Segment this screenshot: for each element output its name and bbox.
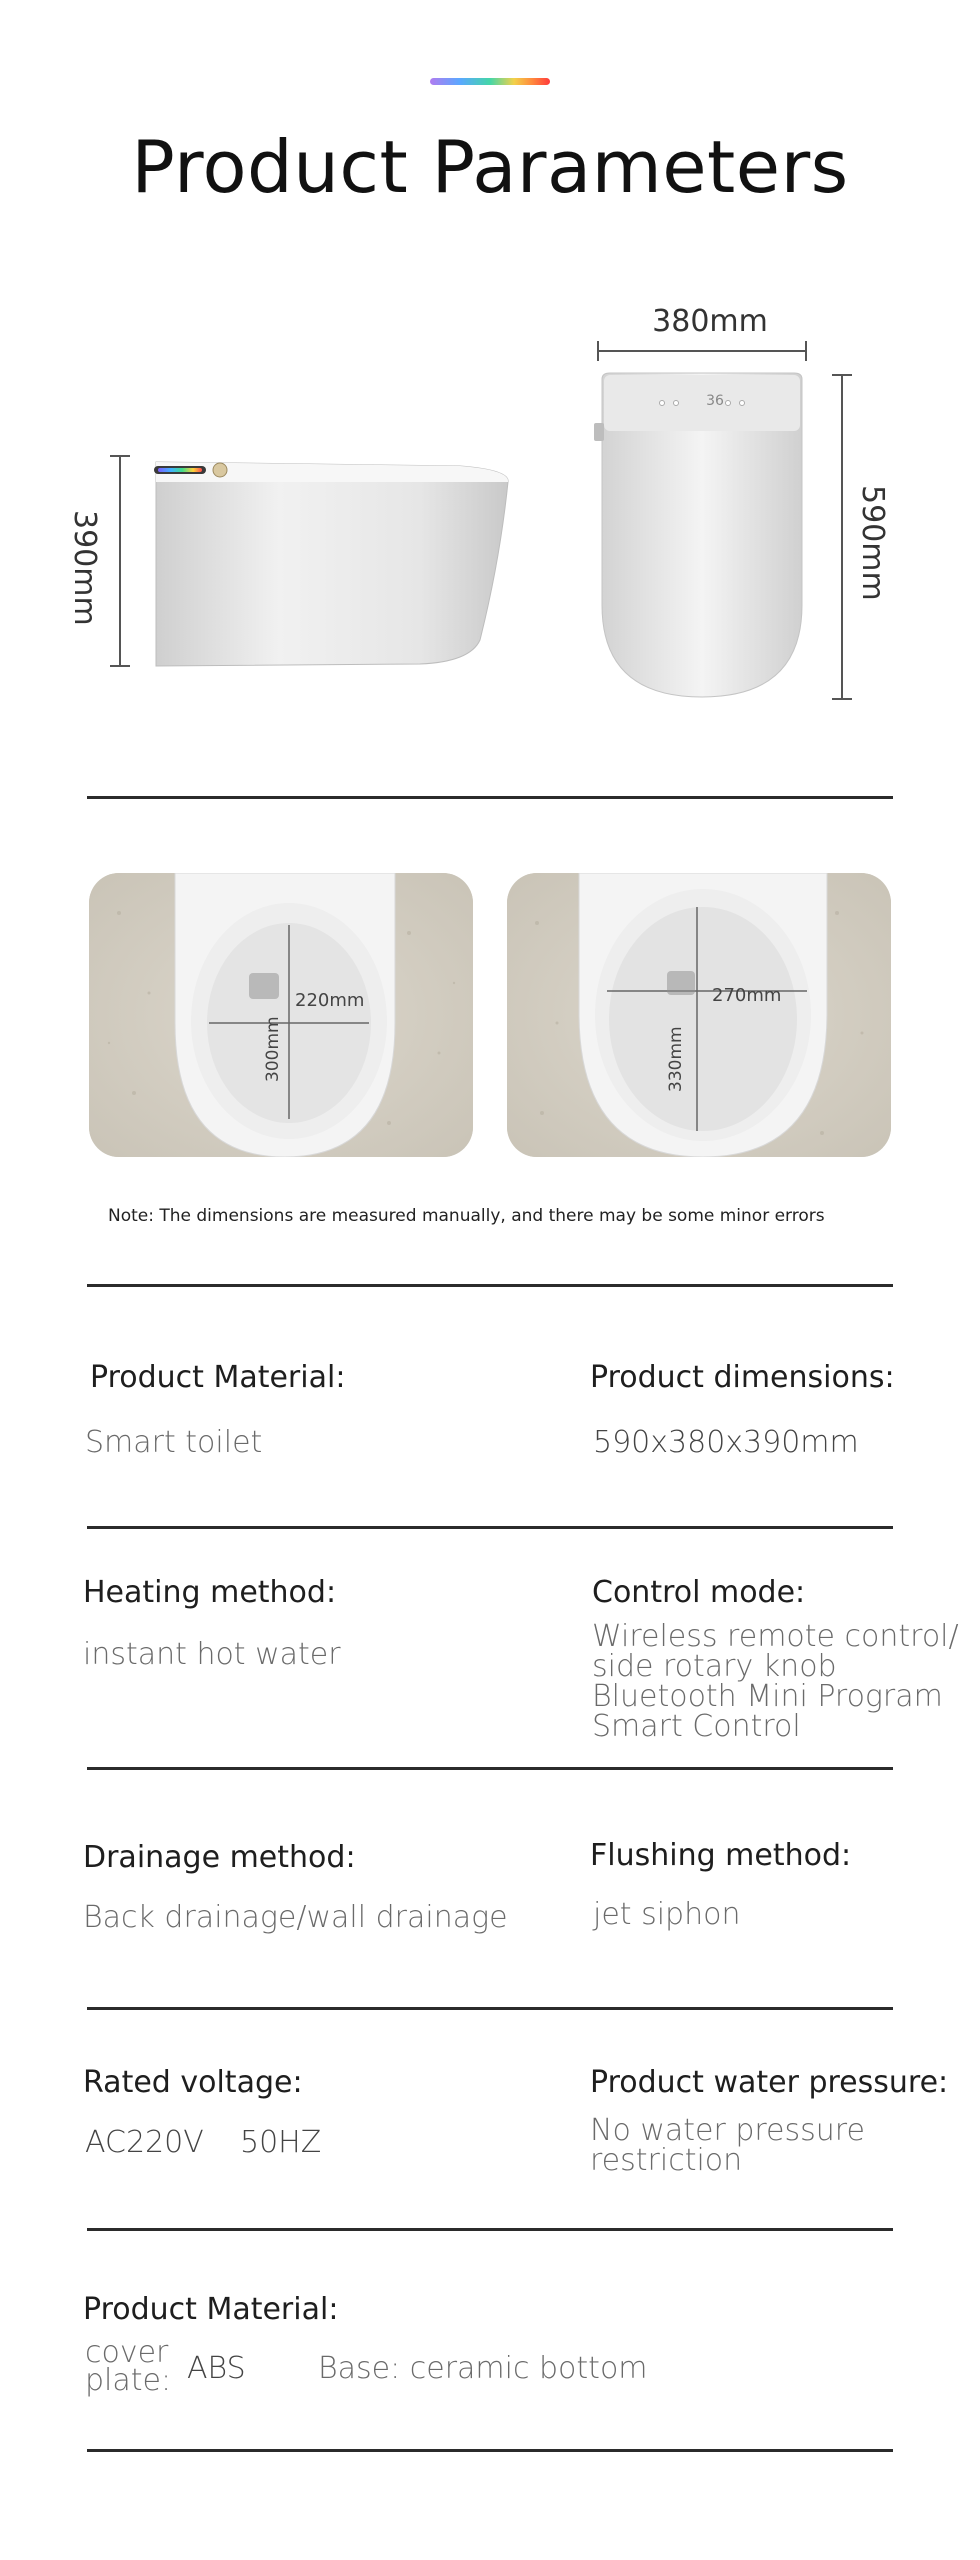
drainage-label: Drainage method: bbox=[83, 1840, 356, 1875]
drainage-value: Back drainage/wall drainage bbox=[83, 1900, 508, 1935]
seat-photo-small bbox=[89, 873, 473, 1157]
voltage-label: Rated voltage: bbox=[83, 2065, 303, 2100]
cover-plate-value: ABS bbox=[187, 2351, 246, 2386]
divider bbox=[87, 2228, 893, 2231]
material2-label: Product Material: bbox=[83, 2292, 339, 2327]
control-value-line: side rotary knob bbox=[592, 1649, 837, 1684]
display-readout: 36 bbox=[706, 393, 724, 409]
seat2-width-label: 270mm bbox=[712, 985, 782, 1006]
divider bbox=[87, 2449, 893, 2452]
control-value-line: Bluetooth Mini Program bbox=[592, 1679, 943, 1714]
dimensions-label: Product dimensions: bbox=[590, 1360, 895, 1395]
rainbow-accent-bar bbox=[430, 78, 550, 85]
frequency-value: 50HZ bbox=[240, 2125, 322, 2160]
heating-value: instant hot water bbox=[83, 1637, 341, 1672]
flushing-value: jet siphon bbox=[593, 1897, 741, 1932]
control-label: Control mode: bbox=[592, 1575, 806, 1610]
material-value: Smart toilet bbox=[85, 1425, 263, 1460]
top-width-label: 380mm bbox=[652, 304, 768, 339]
top-view-figure bbox=[580, 335, 880, 705]
seat1-width-label: 220mm bbox=[295, 990, 365, 1011]
control-value-line: Smart Control bbox=[592, 1709, 801, 1744]
top-length-label: 590mm bbox=[855, 485, 890, 601]
base-material-value: Base: ceramic bottom bbox=[318, 2351, 648, 2386]
page-title: Product Parameters bbox=[131, 125, 849, 209]
control-value-line: Wireless remote control/ bbox=[592, 1619, 959, 1654]
voltage-value: AC220V bbox=[85, 2125, 204, 2160]
divider bbox=[87, 1526, 893, 1529]
cover-plate-label-line: cover bbox=[85, 2335, 169, 2370]
side-view-figure bbox=[60, 440, 540, 700]
heating-label: Heating method: bbox=[83, 1575, 337, 1610]
divider bbox=[87, 796, 893, 799]
divider bbox=[87, 2007, 893, 2010]
divider bbox=[87, 1767, 893, 1770]
cover-plate-label-line: plate: bbox=[85, 2363, 172, 2398]
pressure-value-line: restriction bbox=[590, 2143, 743, 2178]
seat1-length-label: 300mm bbox=[263, 1016, 283, 1082]
side-height-label: 390mm bbox=[67, 510, 102, 626]
pressure-value-line: No water pressure bbox=[590, 2113, 865, 2148]
material-label: Product Material: bbox=[90, 1360, 346, 1395]
divider bbox=[87, 1284, 893, 1287]
dimensions-value: 590x380x390mm bbox=[593, 1425, 859, 1460]
flushing-label: Flushing method: bbox=[590, 1838, 852, 1873]
pressure-label: Product water pressure: bbox=[590, 2065, 949, 2100]
measurement-note: Note: The dimensions are measured manually, and there may be some minor errors bbox=[108, 1206, 825, 1226]
seat2-length-label: 330mm bbox=[666, 1026, 686, 1092]
seat-photo-large bbox=[507, 873, 891, 1157]
